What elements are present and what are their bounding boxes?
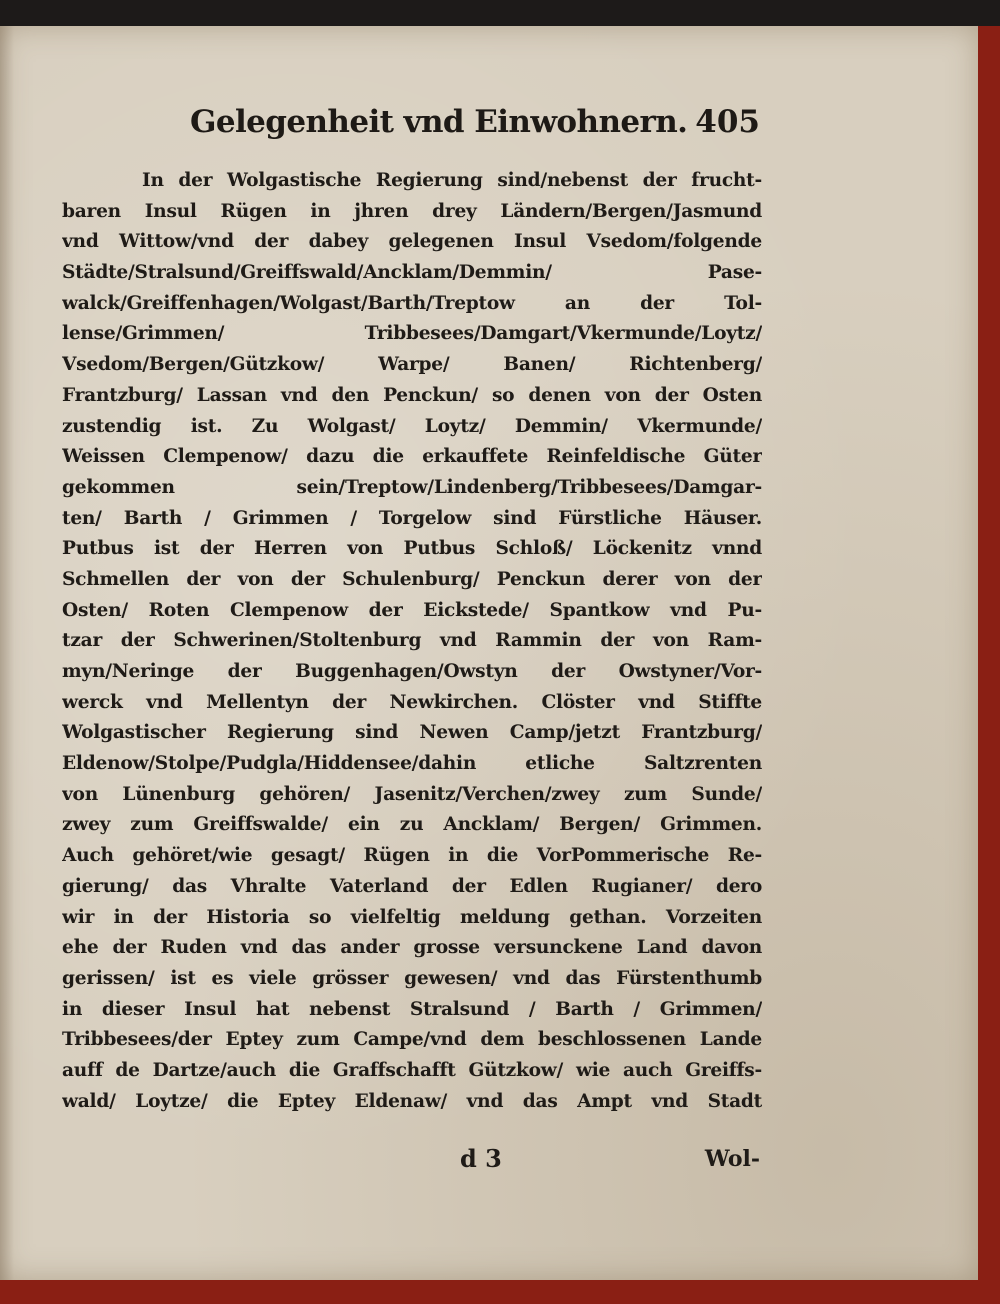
text-line: zustendig ist. Zu Wolgast/ Loytz/ Demmin/ Vkermunde/ (62, 415, 762, 437)
page-number: 405 (695, 104, 760, 140)
body-text (62, 166, 762, 1117)
running-title: Gelegenheit vnd Einwohnern. (190, 104, 688, 140)
text-line: wir in der Historia so vielfeltig meldung gethan. Vorzeiten (62, 906, 762, 928)
text-line: Wolgastischer Regierung sind Newen Camp/jetzt Frantzburg/ (62, 722, 762, 744)
text-line: Osten/ Roten Clempenow der Eickstede/ Spantkow vnd Pu- (62, 599, 762, 621)
signature-mark: d 3 (460, 1144, 502, 1173)
text-line: gerissen/ ist es viele grösser gewesen/ vnd das Fürstenthumb (62, 967, 762, 989)
text-line: baren Insul Rügen in jhren drey Ländern/Bergen/Jasmund (62, 200, 762, 222)
text-line: gierung/ das Vhralte Vaterland der Edlen Rugianer/ dero (62, 875, 762, 897)
text-line: Frantzburg/ Lassan vnd den Penckun/ so denen von der Osten (62, 384, 762, 406)
text-line: lense/Grimmen/ Tribbesees/Damgart/Vkermunde/Loytz/ (62, 323, 762, 345)
text-line: auff de Dartze/auch die Graffschafft Gützkow/ wie auch Greiffs- (62, 1059, 762, 1081)
text-line: myn/Neringe der Buggenhagen/Owstyn der Owstyner/Vor- (62, 661, 762, 682)
text-line: walck/Greiffenhagen/Wolgast/Barth/Treptow an der Tol- (62, 292, 762, 314)
text-line: Auch gehöret/wie gesagt/ Rügen in die VorPommerische Re- (62, 845, 762, 867)
text-line: wald/ Loytze/ die Eptey Eldenaw/ vnd das Ampt vnd Stadt (62, 1090, 762, 1112)
text-line: Städte/Stralsund/Greiffswald/Ancklam/Demmin/ Pase- (62, 262, 762, 284)
text-line: tzar der Schwerinen/Stoltenburg vnd Rammin der von Ram- (62, 630, 762, 652)
text-line: von Lünenburg gehören/ Jasenitz/Verchen/zwey zum Sunde/ (62, 783, 762, 805)
text-line: vnd Wittow/vnd der dabey gelegenen Insul Vsedom/folgende (62, 231, 762, 253)
page-header (190, 98, 760, 158)
book-page (0, 26, 978, 1280)
text-line: Weissen Clempenow/ dazu die erkauffete Reinfeldische Güter (62, 446, 762, 468)
text-line: Tribbesees/der Eptey zum Campe/vnd dem beschlossenen Lande (62, 1029, 762, 1051)
text-line: Putbus ist der Herren von Putbus Schloß/ Löckenitz vnnd (62, 538, 762, 560)
text-line: Vsedom/Bergen/Gützkow/ Warpe/ Banen/ Richtenberg/ (62, 354, 762, 376)
page-footer (460, 1144, 760, 1184)
text-line: In der Wolgastische Regierung sind/nebenst der frucht- (142, 170, 762, 191)
text-line: Eldenow/Stolpe/Pudgla/Hiddensee/dahin etliche Saltzrenten (62, 753, 762, 775)
text-line: werck vnd Mellentyn der Newkirchen. Clöster vnd Stiffte (62, 691, 762, 713)
text-line: Schmellen der von der Schulenburg/ Penckun derer von der (62, 568, 762, 590)
text-line: gekommen sein/Treptow/Lindenberg/Tribbesees/Damgar- (62, 476, 762, 498)
scan-top-edge (0, 0, 1000, 26)
catchword: Wol- (704, 1146, 760, 1172)
text-line: ehe der Ruden vnd das ander grosse versunckene Land davon (62, 937, 762, 959)
text-line: ten/ Barth / Grimmen / Torgelow sind Fürstliche Häuser. (62, 507, 762, 529)
text-line: zwey zum Greiffswalde/ ein zu Ancklam/ Bergen/ Grimmen. (62, 814, 762, 836)
text-line: in dieser Insul hat nebenst Stralsund / Barth / Grimmen/ (62, 998, 762, 1020)
